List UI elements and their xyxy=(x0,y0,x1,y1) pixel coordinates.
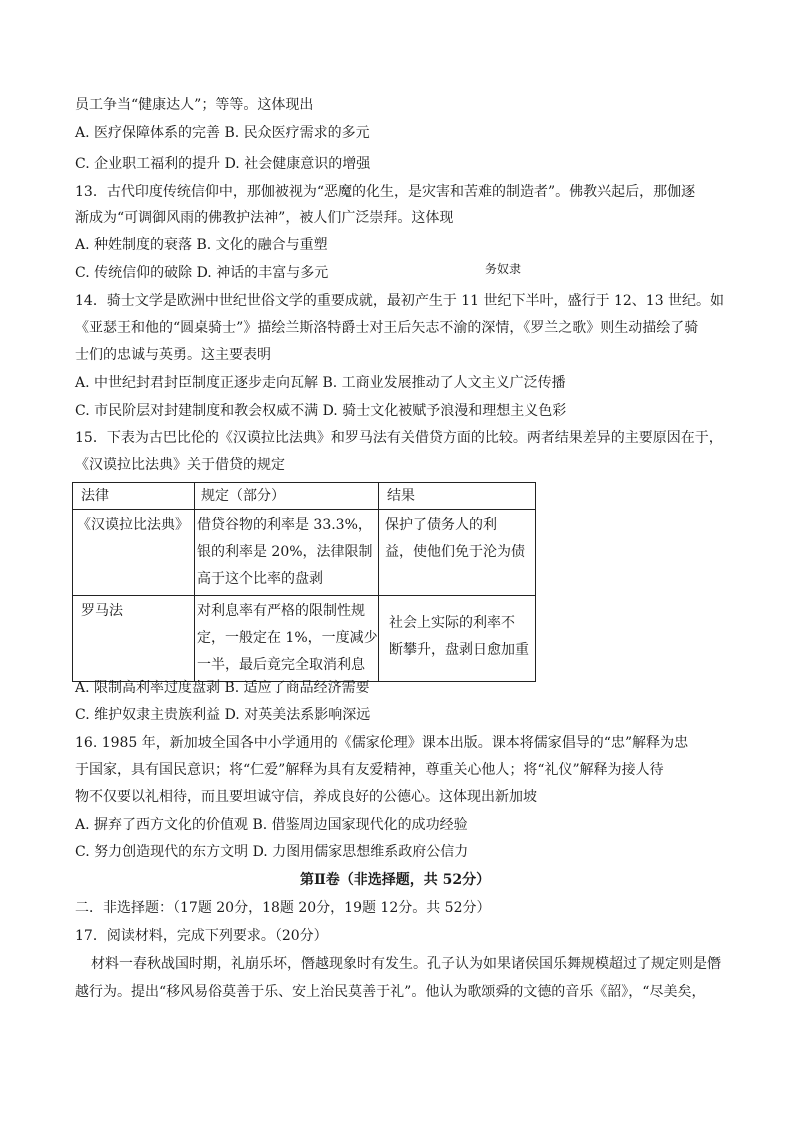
q16-stem-line3: 物不仅要以礼相待，而且要坦诚守信，养成良好的公德心。这体现出新加坡 xyxy=(75,789,537,805)
line-q12-stem-end: 员工争当“健康达人”；等等。这体现出 xyxy=(75,97,314,113)
law-name-cell xyxy=(73,596,195,682)
q16-stem-line2: 于国家，具有国民意识；将“仁爱”解释为具有友爱精神，尊重关心他人；将“礼仪”解释为接人待 xyxy=(75,762,664,778)
q14-options-cd: C. 市民阶层对封建制度和教会权威不满 D. 骑士文化被赋予浪漫和理想主义色彩 xyxy=(75,403,567,419)
result-cell xyxy=(379,596,536,682)
result-line: 社会上实际的利率不 xyxy=(389,615,515,631)
rule-cell xyxy=(194,510,378,596)
part-two-title: 第Ⅱ卷（非选择题，共 52分） xyxy=(300,872,491,888)
loan-comparison-table xyxy=(72,482,536,682)
q16-stem-line1: 16. 1985 年，新加坡全国各中小学通用的《儒家伦理》课本出版。课本将儒家倡导的“忠”解释为忠 xyxy=(75,735,689,751)
law-name-cell xyxy=(73,510,195,596)
q16-options-cd: C. 努力创造现代的东方文明 D. 力图用儒家思想维系政府公信力 xyxy=(75,844,469,860)
result-line: 保护了债务人的利 xyxy=(385,517,497,533)
q14-options-ab: A. 中世纪封君封臣制度正逐步走向瓦解 B. 工商业发展推动了人文主义广泛传播 xyxy=(75,375,566,391)
header-rule: 规定（部分） xyxy=(194,483,378,510)
q15-options-cd: C. 维护奴隶主贵族利益 D. 对英美法系影响深远 xyxy=(75,707,371,723)
header-result: 结果 xyxy=(379,483,536,510)
q13-options-ab: A. 种姓制度的衰落 B. 文化的融合与重塑 xyxy=(75,237,328,253)
table-header-row xyxy=(73,483,536,510)
material-one-line2: 越行为。提出“移风易俗莫善于乐、安上治民莫善于礼”。他认为歌颂舜的文德的音乐《韶》，“尽美矣， xyxy=(75,984,706,1000)
q15-options-ab: A. 限制高利率过度盘剥 B. 适应了商品经济需要 xyxy=(75,680,370,696)
rule-line: 银的利率是 20%，法律限制 xyxy=(196,544,373,560)
result-line: 断攀升，盘剥日愈加重 xyxy=(389,642,529,658)
rule-line: 高于这个比率的盘剥 xyxy=(196,571,323,587)
result-line: 益，使他们免于沦为债 xyxy=(385,544,525,560)
table-row xyxy=(73,596,536,682)
q14-stem-line2: 《亚瑟王和他的“圆桌骑士”》描绘兰斯洛特爵士对王后矢志不渝的深情，《罗兰之歌》则生动描绘了骑 xyxy=(75,320,699,336)
stray-text-fragment: 务奴隶 xyxy=(485,262,522,276)
q14-stem-line3: 士们的忠诚与英勇。这主要表明 xyxy=(75,347,271,363)
q14-stem-line1: 14．骑士文学是欧洲中世纪世俗文学的重要成就，最初产生于 11 世纪下半叶，盛行于 12、13 世纪。如 xyxy=(75,293,725,309)
q12-options-cd: C. 企业职工福利的提升 D. 社会健康意识的增强 xyxy=(75,156,371,172)
rule-line: 一半，最后竟完全取消利息 xyxy=(196,657,365,673)
q13-options-cd: C. 传统信仰的破除 D. 神话的丰富与多元 xyxy=(75,265,329,281)
q15-stem-line1: 15．下表为古巴比伦的《汉谟拉比法典》和罗马法有关借贷方面的比较。两者结果差异的主要原因在于， xyxy=(75,430,723,446)
rule-line: 定，一般定在 1%，一度减少 xyxy=(196,630,378,646)
header-law: 法律 xyxy=(73,483,195,510)
result-cell xyxy=(379,510,536,596)
q12-options-ab: A. 医疗保障体系的完善 B. 民众医疗需求的多元 xyxy=(75,125,370,141)
section-two-heading: 二．非选择题：（17题 20分，18题 20分，19题 12分。共 52分） xyxy=(75,900,491,916)
material-one-line1: 材料一春秋战国时期，礼崩乐坏，僭越现象时有发生。孔子认为如果诸侯国乐舞规模超过了规定则是僭 xyxy=(91,956,721,972)
q13-stem-line2: 渐成为“可调御风雨的佛教护法神”，被人们广泛崇拜。这体现 xyxy=(75,210,454,226)
law-name: 罗马法 xyxy=(81,603,123,619)
rule-cell xyxy=(194,596,378,682)
q16-options-ab: A. 摒弃了西方文化的价值观 B. 借鉴周边国家现代化的成功经验 xyxy=(75,817,468,833)
q17-stem: 17．阅读材料，完成下列要求。（20分） xyxy=(75,928,328,944)
q13-stem-line1: 13．古代印度传统信仰中，那伽被视为“恶魔的化生，是灾害和苦难的制造者”。佛教兴起后，那伽逐 xyxy=(75,184,696,200)
table-row xyxy=(73,510,536,596)
law-name: 《汉谟拉比法典》 xyxy=(77,517,189,533)
q15-stem-line2: 《汉谟拉比法典》关于借贷的规定 xyxy=(75,457,285,473)
rule-line: 对利息率有严格的限制性规 xyxy=(196,603,365,619)
rule-line: 借贷谷物的利率是 33.3%， xyxy=(196,517,372,533)
